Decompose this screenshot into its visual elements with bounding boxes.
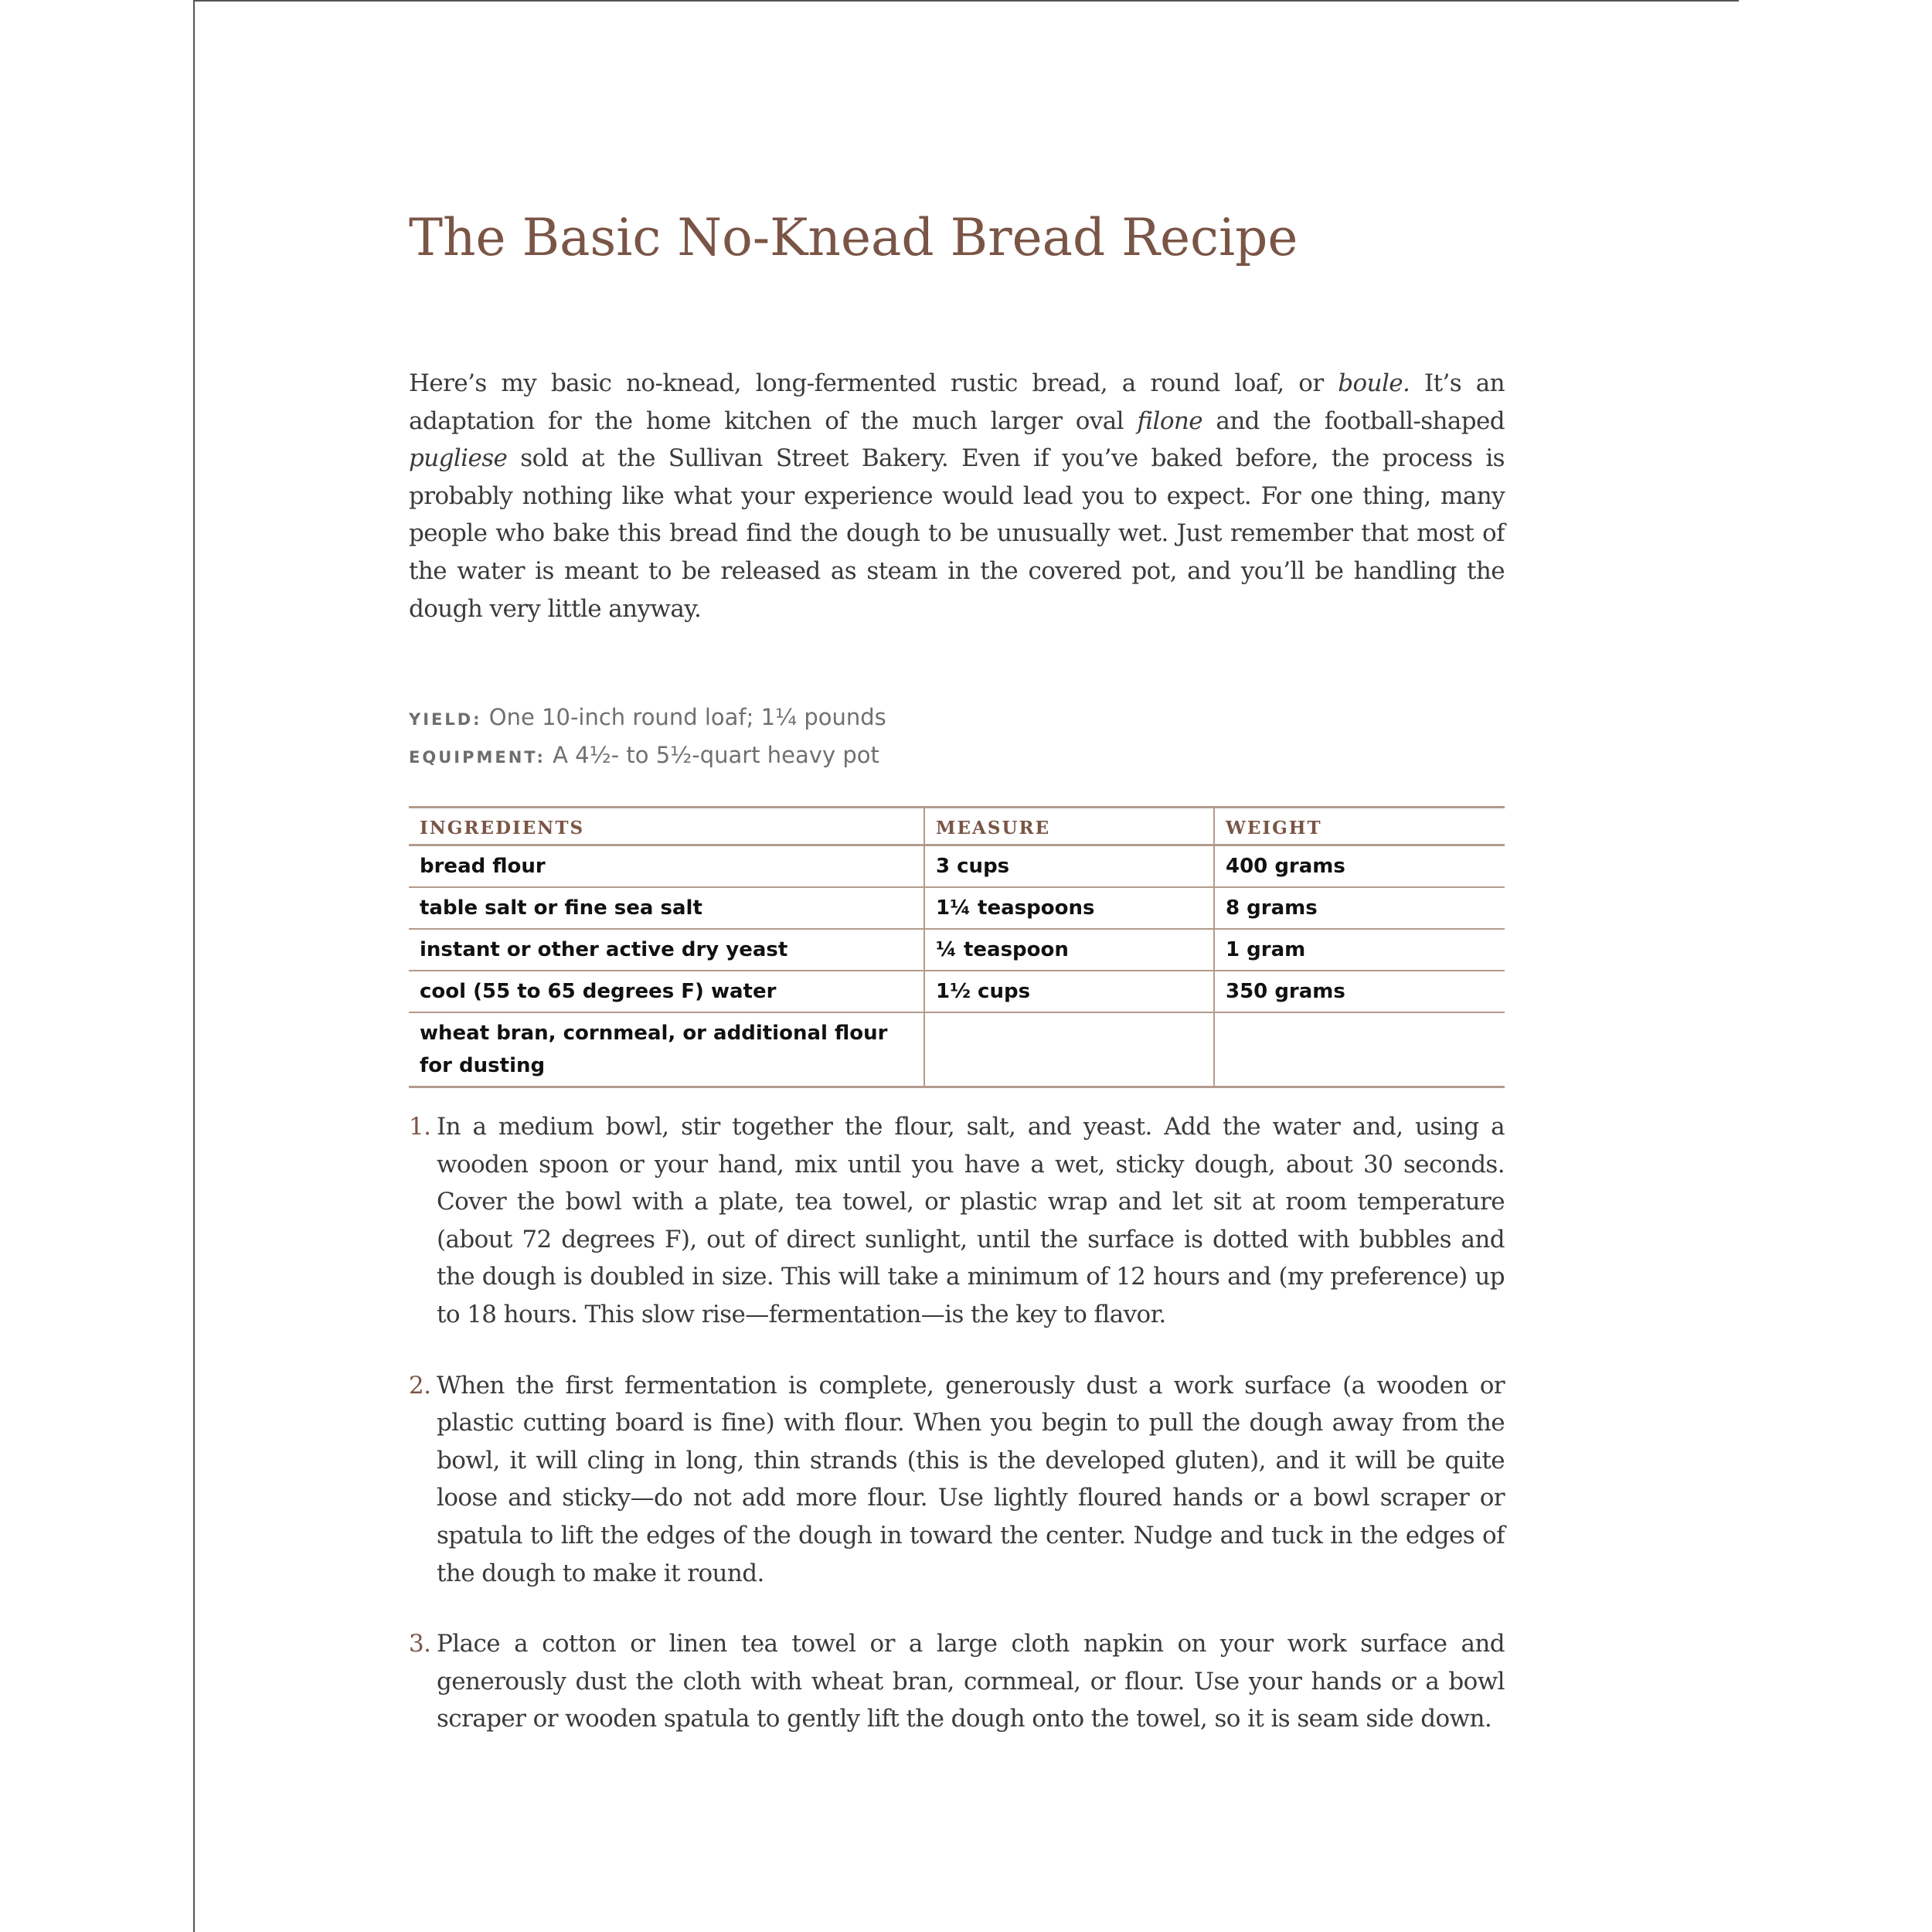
intro-text-3: and the football-shaped	[1202, 406, 1505, 435]
ingredient-weight: 350 grams	[1214, 971, 1505, 1012]
table-row	[409, 1012, 1505, 1087]
step-text: In a medium bowl, stir together the flour, salt, and yeast. Add the water and, using a wooden spoon or your hand, mix until you have a wet, sticky dough, about 30 seconds. Cover the bowl with a plate, tea towel, or plastic wrap and let sit at room temperature (about 72 degrees F), out of direct sunlight, until the surface is dotted with bubbles and the dough is doubled in size. This will take a minimum of 12 hours and (my preference) up to 18 hours. This slow rise—fermentation—is the key to flavor.	[437, 1113, 1505, 1328]
intro-paragraph	[409, 365, 1505, 628]
header-weight: WEIGHT	[1214, 808, 1505, 845]
ingredient-measure: 1½ cups	[924, 971, 1214, 1012]
yield-label: YIELD:	[409, 710, 482, 729]
step-text: When the first fermentation is complete, generously dust a work surface (a wooden or plastic cutting board is fine) with flour. When you begin to pull the dough away from the bowl, it will cling in long, thin strands (this is the developed gluten), and it will be quite loose and sticky—do not add more flour. Use lightly floured hands or a bowl scraper or spatula to lift the edges of the dough in toward the center. Nudge and tuck in the edges of the dough to make it round.	[437, 1371, 1505, 1587]
equipment-line	[409, 736, 879, 776]
page-edge-left	[193, 0, 195, 1932]
step-number: 2.	[409, 1371, 431, 1400]
step-number: 3.	[409, 1630, 431, 1658]
method-steps	[409, 1108, 1505, 1771]
ingredient-weight	[1214, 1012, 1505, 1087]
ingredients-table	[409, 806, 1505, 1088]
table-header-row	[409, 808, 1505, 845]
yield-line	[409, 699, 886, 738]
yield-value: One 10-inch round loaf; 1¼ pounds	[481, 704, 886, 730]
intro-text-2: It’s an adaptation for the home kitchen of the much larger oval	[409, 369, 1505, 435]
ingredient-measure: ¼ teaspoon	[924, 929, 1214, 971]
intro-text-4: sold at the Sullivan Street Bakery. Even if you’ve baked before, the process is probably nothing like what your experience would lead you to expect. For one thing, many people who bake this bread find the dough to be unusually wet. Just remember that most of the water is meant to be released as steam in the covered pot, and you’ll be handling the dough very little anyway.	[409, 444, 1505, 623]
intro-text-1: Here’s my basic no-knead, long-fermented rustic bread, a round loaf, or	[409, 369, 1338, 397]
table-row	[409, 845, 1505, 888]
ingredient-measure: 1¼ teaspoons	[924, 887, 1214, 929]
table-row	[409, 929, 1505, 971]
ingredient-name: cool (55 to 65 degrees F) water	[409, 971, 924, 1012]
recipe-title: The Basic No-Knead Bread Recipe	[409, 208, 1298, 267]
ingredient-weight: 8 grams	[1214, 887, 1505, 929]
ingredient-weight: 1 gram	[1214, 929, 1505, 971]
ingredient-name: instant or other active dry yeast	[409, 929, 924, 971]
table-row	[409, 971, 1505, 1012]
intro-italic-boule: boule.	[1338, 369, 1410, 397]
ingredient-measure	[924, 1012, 1214, 1087]
header-measure: MEASURE	[924, 808, 1214, 845]
page-edge-top	[193, 0, 1739, 2]
intro-italic-filone: filone	[1137, 406, 1203, 435]
intro-italic-pugliese: pugliese	[409, 444, 508, 473]
ingredient-measure: 3 cups	[924, 845, 1214, 888]
step-item	[409, 1108, 1505, 1334]
step-text: Place a cotton or linen tea towel or a large cloth napkin on your work surface and generously dust the cloth with wheat bran, cornmeal, or flour. Use your hands or a bowl scraper or wooden spatula to gently lift the dough onto the towel, so it is seam side down.	[437, 1630, 1505, 1733]
step-item	[409, 1367, 1505, 1593]
ingredient-name: table salt or fine sea salt	[409, 887, 924, 929]
equipment-value: A 4½- to 5½-quart heavy pot	[545, 742, 879, 768]
equipment-label: EQUIPMENT:	[409, 748, 546, 767]
ingredient-name: wheat bran, cornmeal, or additional flour for dusting	[409, 1012, 924, 1087]
step-item	[409, 1625, 1505, 1738]
table-row	[409, 887, 1505, 929]
ingredient-name: bread flour	[409, 845, 924, 888]
header-ingredients: INGREDIENTS	[409, 808, 924, 845]
ingredient-weight: 400 grams	[1214, 845, 1505, 888]
step-number: 1.	[409, 1113, 431, 1141]
